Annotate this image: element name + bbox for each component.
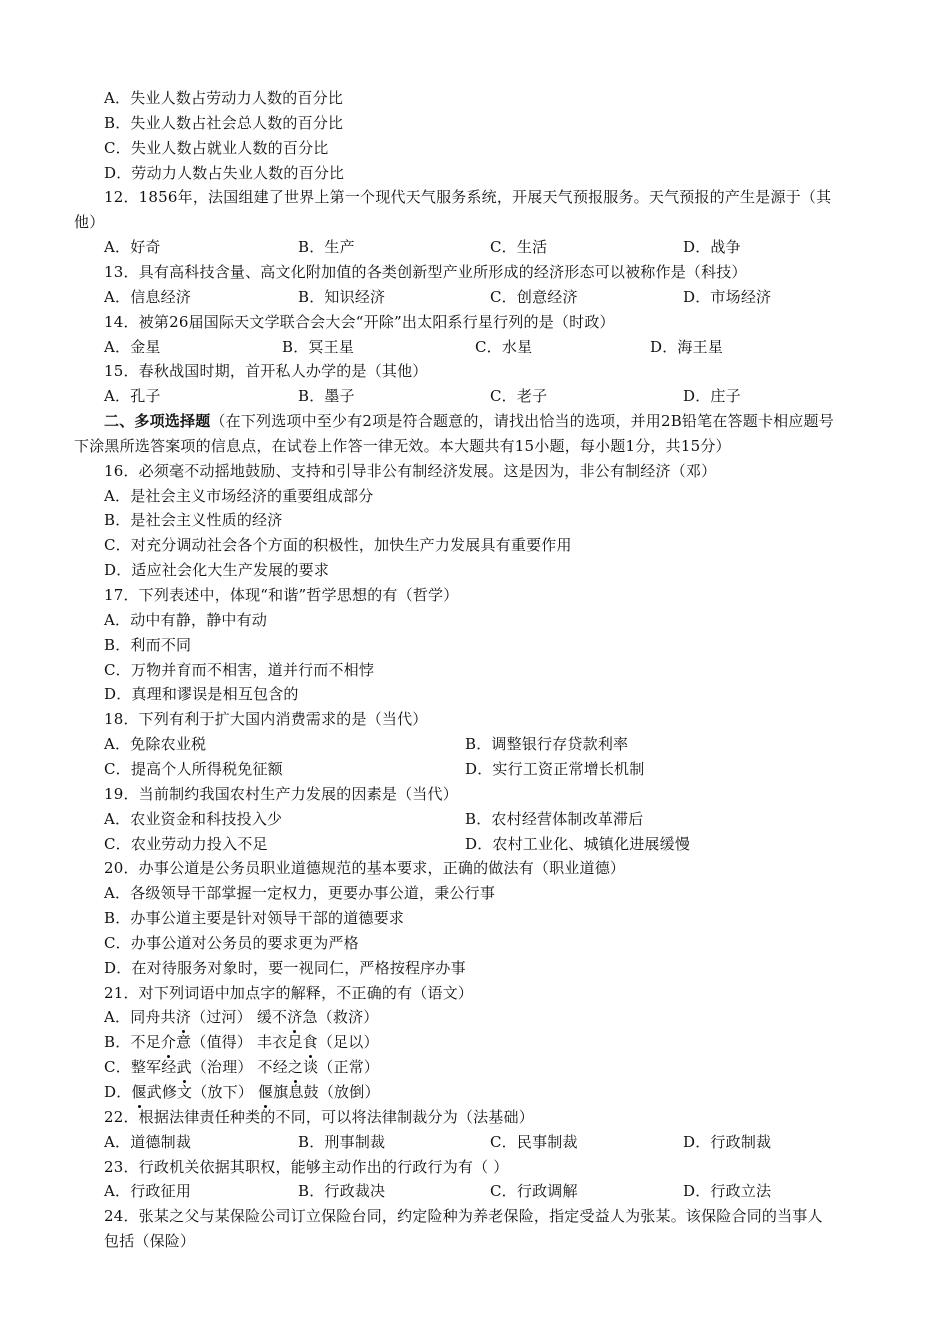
option-item: C．生活 [490,238,548,257]
option-item: D．实行工资正常增长机制 [465,759,645,778]
option-item: B．生产 [298,238,355,257]
question-line: 16．必须毫不动摇地鼓励、支持和引导非公有制经济发展。这是因为，非公有制经济（邓） [104,461,717,480]
text-line: D．偃武修文（放下） 偃旗息鼓（放倒） [104,1080,380,1105]
text-line: A．同舟共济（过河） 缓不济急（救济） [104,1005,378,1030]
option-item: B．行政裁决 [298,1182,386,1201]
option-item: A．金星 [104,337,161,356]
question-line: 14．被第26届国际天文学联合会大会“开除”出太阳系行星行列的是（时政） [104,312,615,331]
option-row [0,285,950,310]
text-line: A．动中有静，静中有动 [104,610,268,629]
text-line: B．失业人数占社会总人数的百分比 [104,113,344,132]
text-line: 22．根据法律责任种类的不同，可以将法律制裁分为（法基础） [104,1107,534,1126]
emphasis-dot-char: 介 [161,1030,176,1055]
question-line: 包括（保险） [104,1232,196,1251]
text-continuation: 他） [74,213,105,232]
option-item: A．信息经济 [104,287,192,306]
question-line: 19．当前制约我国农村生产力发展的因素是（当代） [104,784,458,803]
question-line: 15．春秋战国时期，首开私人办学的是（其他） [104,362,428,381]
text-line: 24．张某之父与某保险公司订立保险台同，约定险种为养老保险，指定受益人为张某。该保险合同的当事人 [104,1207,823,1226]
option-item: C．老子 [490,387,548,406]
section-instructions: （在下列选项中至少有2项是符合题意的，请找出恰当的选项，并用2B铅笔在答题卡相应题号 [210,412,834,431]
section-heading [104,409,834,434]
question-line: 17．下列表述中，体现“和谐”哲学思想的有（哲学） [104,586,459,604]
option-item: B．调整银行存贷款利率 [465,735,629,754]
question-line: 20．办事公道是公务员职业道德规范的基本要求，正确的做法有（职业道德） [104,859,626,878]
question-line: 21．对下列词语中加点字的解释，不正确的有（语文） [104,983,474,1002]
text-line: A．失业人数占劳动力人数的百分比 [104,89,344,107]
text-line: D．劳动力人数占失业人数的百分比 [104,163,345,182]
option-item: B．冥王星 [282,337,355,356]
option-item: A．免除农业税 [104,735,207,754]
text-line: B．利而不同 [104,635,192,654]
text-line: C．整军经武（治理） 不经之谈（正常） [104,1055,379,1080]
text-line: C．办事公道对公务员的要求更为严格 [104,933,359,952]
option-item: B．刑事制裁 [298,1132,386,1151]
option-row [0,1130,950,1155]
section-title: 二、多项选择题 [104,412,211,431]
option-item: D．行政立法 [683,1182,772,1201]
emphasis-dot-char: 偃 [258,1080,273,1105]
text-continuation: 下涂黑所选答案项的信息点，在试卷上作答一律无效。本大题共有15小题，每小题1分，共15分） [74,436,731,455]
option-item: C．行政调解 [490,1182,578,1201]
option-row [0,384,950,409]
text-line: D．在对待服务对象时，要一视同仁，严格按程序办事 [104,958,466,977]
option-row [0,235,950,260]
option-row [0,732,950,757]
option-item: A．好奇 [104,238,161,257]
option-item: C．提高个人所得税免征额 [104,759,283,778]
option-item: A．行政征用 [104,1182,192,1201]
question-line: 13．具有高科技含量、高文化附加值的各类创新型产业所形成的经济形态可以被称作是（科技） [104,262,747,281]
option-item: A．道德制裁 [104,1132,192,1151]
emphasis-dot-char: 食 [303,1030,318,1055]
option-item: B．知识经济 [298,287,386,306]
emphasis-dot-char: 济 [287,1005,302,1030]
option-item: C．创意经济 [490,287,578,306]
option-row [0,335,950,360]
option-item: C．水星 [475,337,533,356]
option-item: A．孔子 [104,387,161,406]
text-line: D．真理和谬误是相互包含的 [104,685,299,704]
emphasis-dot-char: 济 [176,1005,191,1030]
text-line: C．失业人数占就业人数的百分比 [104,138,329,157]
option-item: D．市场经济 [683,287,772,306]
text-line: C．对充分调动社会各个方面的积极性，加快生产力发展具有重要作用 [104,536,572,555]
text-line: D．适应社会化大生产发展的要求 [104,561,330,580]
text-line: C．万物并育而不相害，道并行而不相悖 [104,660,375,679]
option-item: D．战争 [683,238,741,257]
text-line: A．各级领导干部掌握一定权力，更要办事公道，秉公行事 [104,884,496,903]
option-item: D．行政制裁 [683,1132,772,1151]
option-item: A．农业资金和科技投入少 [104,809,283,828]
question-line: 18．下列有利于扩大国内消费需求的是（当代） [104,710,428,729]
text-line: 23．行政机关依据其职权，能够主动作出的行政行为有（ ） [104,1157,509,1176]
text-line: A．是社会主义市场经济的重要组成部分 [104,486,374,505]
option-item: D．农村工业化、城镇化进展缓慢 [465,834,691,853]
emphasis-dot-char: 武 [177,1055,192,1080]
option-item: D．海王星 [650,337,724,356]
option-row [0,807,950,832]
text-line: B．不足介意（值得） 丰衣足食（足以） [104,1030,379,1055]
option-row [0,757,950,782]
text-line: B．办事公道主要是针对领导干部的道德要求 [104,909,405,928]
option-item: B．农村经营体制改革滞后 [465,809,644,828]
option-row [0,832,950,857]
option-item: C．民事制裁 [490,1132,578,1151]
option-item: B．墨子 [298,387,355,406]
emphasis-dot-char: 偃 [131,1080,146,1105]
option-row [0,1179,950,1204]
emphasis-dot-char: 之 [288,1055,303,1080]
option-item: D．庄子 [683,387,741,406]
option-item: C．农业劳动力投入不足 [104,834,268,853]
question-line: 12．1856年，法国组建了世界上第一个现代天气服务系统，开展天气预报服务。天气预报的产生是源于（其 [104,188,832,207]
text-line: B．是社会主义性质的经济 [104,511,283,530]
